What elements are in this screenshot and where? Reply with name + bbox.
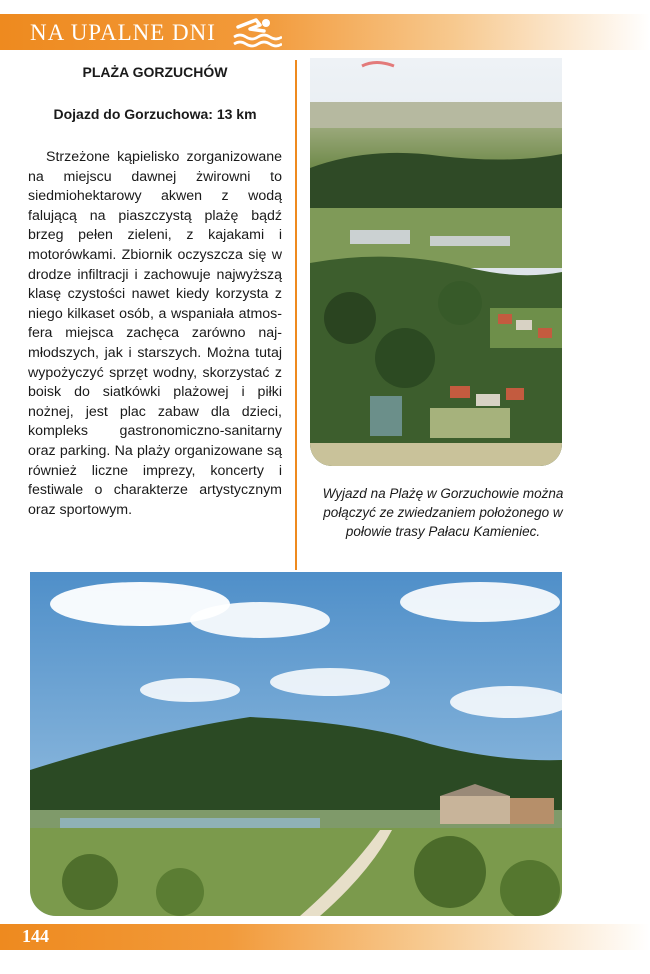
aerial-landscape-photo <box>310 58 562 466</box>
article-column <box>28 62 282 520</box>
page-number: 144 <box>22 926 49 946</box>
swimmer-icon <box>230 14 282 48</box>
lake-and-hill-photo <box>30 572 562 916</box>
section-header-title: NA UPALNE DNI <box>30 20 216 45</box>
article-body: Strzeżone kąpielisko zorganizowane na miejscu dawnej żwirowni to siedmiohektarowy akwen z wodą falującą na piaszczystą plażę bądź brzeg pełen zieleni, z kajakami i motorówkami. Zbiornik oczyszcza się w drodze infiltracji i zachowuje najwyższą klasę czystości nawet kiedy korzysta z niego kilkaset osób, a wspaniała atmosfera miejsca zachęca zarówno najmłodszych, jak i starszych. Można tutaj wypożyczyć sprzęt wodny, skorzystać z boisk do siatkówki plażowej i piłki nożnej, jest plac zabaw dla dzieci, kompleks gastronomiczno-sanitarny oraz parking. Na plaży organizowane są również liczne imprezy, koncerty i festiwale o charakterze artystycznym oraz sportowym. <box>28 149 282 518</box>
column-divider <box>295 60 297 570</box>
photo-caption: Wyjazd na Plażę w Gorzuchowie można połączyć ze zwiedzaniem położonego w połowie trasy Pałacu Kamieniec. <box>322 486 564 539</box>
distance-info: Dojazd do Gorzuchowa: 13 km <box>53 106 257 122</box>
article-title: PLAŻA GORZUCHÓW <box>82 64 228 80</box>
footer-band <box>0 924 650 950</box>
